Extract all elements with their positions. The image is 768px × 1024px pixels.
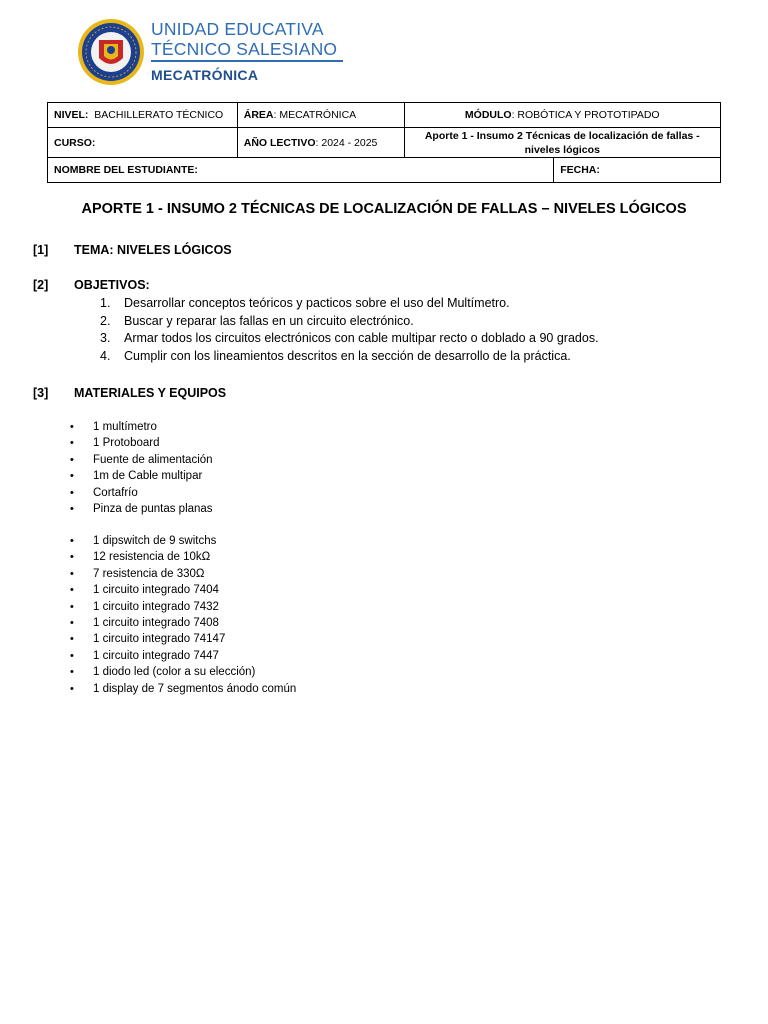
brand-line-unidad: UNIDAD EDUCATIVA	[151, 19, 324, 39]
bullet-icon: •	[70, 666, 74, 679]
list-item	[70, 533, 296, 549]
list-item	[70, 501, 213, 517]
item-text: 12 resistencia de 10kΩ	[93, 551, 211, 564]
nombre-estudiante-cell: NOMBRE DEL ESTUDIANTE:	[48, 158, 554, 183]
nivel-label: NIVEL:	[54, 109, 89, 121]
list-item	[70, 419, 213, 435]
list-item	[100, 330, 599, 348]
list-item	[70, 631, 296, 647]
section-tema	[33, 243, 232, 257]
aporte-cell	[404, 128, 720, 158]
bullet-icon: •	[70, 600, 74, 613]
school-brand	[151, 19, 347, 83]
bullet-icon: •	[70, 535, 74, 547]
list-item	[100, 348, 599, 366]
info-row-2	[48, 128, 721, 158]
nivel-value: BACHILLERATO TÉCNICO	[94, 109, 224, 121]
modulo-label: MÓDULO	[464, 109, 512, 121]
item-text: Fuente de alimentación	[93, 453, 213, 466]
item-text: Buscar y reparar las fallas en un circuito electrónico.	[124, 313, 414, 328]
list-item	[70, 468, 213, 484]
item-number: 4.	[100, 349, 111, 364]
item-text: 1 circuito integrado 7432	[93, 600, 219, 613]
bullet-icon: •	[70, 437, 74, 450]
item-text: Pinza de puntas planas	[93, 502, 213, 515]
school-seal-icon	[77, 18, 145, 86]
item-text: 1 Protoboard	[93, 437, 160, 450]
section-number: [3]	[33, 386, 49, 400]
anio-cell	[237, 128, 404, 158]
bullet-icon: •	[70, 470, 74, 483]
list-item	[70, 681, 296, 697]
area-label: ÁREA	[243, 109, 274, 121]
aporte-line-1: Aporte 1 - Insumo 2 Técnicas de localización de fallas -	[424, 129, 700, 142]
modulo-cell	[404, 103, 720, 128]
info-row-1	[48, 103, 721, 128]
bullet-icon: •	[70, 682, 74, 695]
item-text: 1 circuito integrado 7408	[93, 616, 219, 629]
section-number: [2]	[33, 278, 49, 292]
item-text: 1 circuito integrado 7404	[93, 584, 219, 597]
curso-cell: CURSO:	[48, 128, 238, 158]
item-number: 3.	[100, 331, 111, 346]
item-text: 1 circuito integrado 74147	[93, 633, 226, 646]
list-item	[100, 313, 599, 331]
list-item	[70, 452, 213, 468]
student-info-table	[47, 102, 721, 183]
item-number: 2.	[100, 313, 111, 328]
item-text: 1 multímetro	[93, 421, 157, 433]
bullet-icon: •	[70, 486, 74, 499]
item-text: 1 diodo led (color a su elección)	[93, 666, 256, 679]
list-item	[70, 648, 296, 664]
info-row-3	[48, 158, 721, 183]
brand-line-mecatronica: MECATRÓNICA	[151, 67, 259, 83]
bullet-icon: •	[70, 616, 74, 629]
nivel-cell	[48, 103, 238, 128]
bullet-icon: •	[70, 551, 74, 564]
bullet-icon: •	[70, 502, 74, 515]
list-item	[70, 599, 296, 615]
item-number: 1.	[100, 296, 111, 310]
item-text: 1 circuito integrado 7447	[93, 649, 219, 662]
bullet-icon: •	[70, 421, 74, 433]
brand-line-tecnico: TÉCNICO SALESIANO	[151, 39, 338, 59]
bullet-icon: •	[70, 567, 74, 580]
modulo-value: : ROBÓTICA Y PROTOTIPADO	[511, 109, 660, 121]
bullet-icon: •	[70, 453, 74, 466]
anio-value: : 2024 - 2025	[315, 136, 378, 149]
aporte-line-2: niveles lógicos	[524, 143, 600, 156]
bullet-icon: •	[70, 584, 74, 597]
section-heading: MATERIALES Y EQUIPOS	[74, 386, 227, 400]
section-objetivos	[33, 278, 150, 292]
area-cell	[237, 103, 404, 128]
bullet-icon: •	[70, 633, 74, 646]
list-item	[70, 566, 296, 582]
item-text: 1m de Cable multipar	[93, 470, 203, 483]
list-item	[70, 549, 296, 565]
bullet-icon: •	[70, 649, 74, 662]
section-materiales	[33, 386, 226, 400]
list-item	[100, 295, 599, 313]
list-item	[70, 485, 213, 501]
item-text: Cumplir con los lineamientos descritos en la sección de desarrollo de la práctica.	[124, 349, 571, 364]
section-heading: OBJETIVOS:	[74, 278, 150, 292]
materiales-list-herramientas	[70, 419, 213, 517]
list-item	[70, 435, 213, 451]
section-heading: TEMA: NIVELES LÓGICOS	[74, 243, 232, 257]
area-value: : MECATRÓNICA	[273, 109, 357, 121]
list-item	[70, 615, 296, 631]
item-text: Cortafrío	[93, 486, 138, 499]
list-item	[70, 664, 296, 680]
item-text: Armar todos los circuitos electrónicos con cable multipar recto o doblado a 90 grados.	[124, 331, 599, 346]
item-text: Desarrollar conceptos teóricos y pacticos sobre el uso del Multímetro.	[124, 296, 510, 310]
brand-divider	[151, 60, 343, 62]
objetivos-list	[100, 295, 599, 366]
section-number: [1]	[33, 243, 49, 257]
item-text: 1 dipswitch de 9 switchs	[93, 535, 217, 547]
item-text: 7 resistencia de 330Ω	[93, 567, 205, 580]
materiales-list-componentes	[70, 533, 296, 697]
item-text: 1 display de 7 segmentos ánodo común	[93, 682, 297, 695]
fecha-cell: FECHA:	[554, 158, 721, 183]
anio-label: AÑO LECTIVO	[243, 136, 316, 149]
document-title: APORTE 1 - INSUMO 2 TÉCNICAS DE LOCALIZACIÓN DE FALLAS – NIVELES LÓGICOS	[81, 201, 687, 217]
list-item	[70, 582, 296, 598]
